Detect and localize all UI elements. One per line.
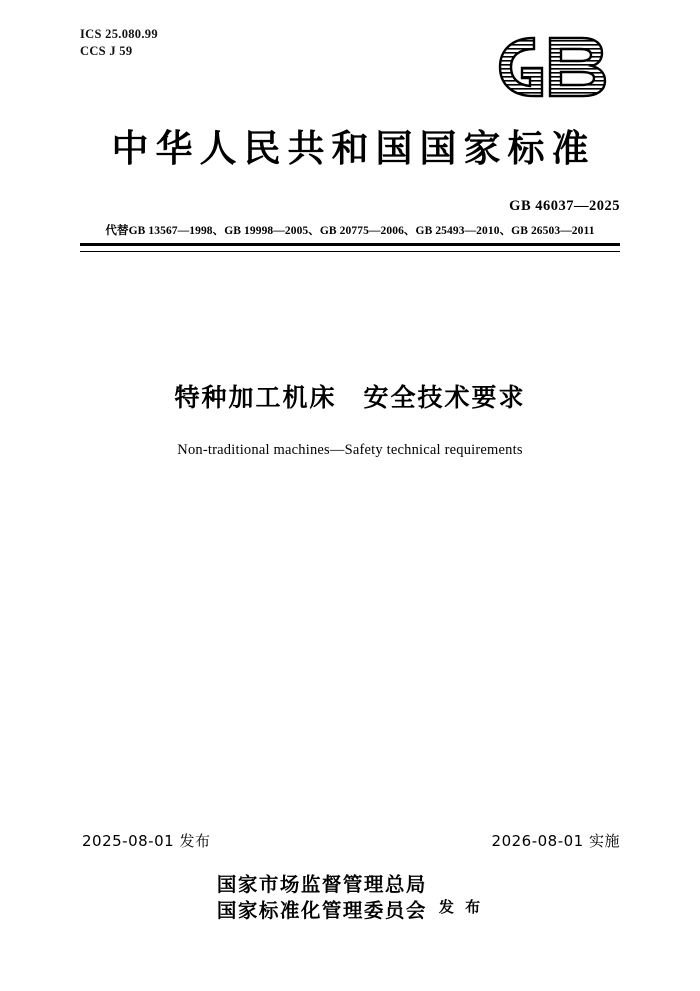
national-standard-heading: 中华人民共和国国家标准 [111, 126, 596, 170]
document-title-chinese: 特种加工机床 安全技术要求 [174, 383, 526, 412]
divider-thin [80, 251, 620, 252]
publisher-names [217, 872, 427, 924]
ccs-code: CCS J 59 [80, 44, 133, 58]
standard-number: GB 46037—2025 [509, 198, 620, 214]
replaced-standards: 代替GB 13567—1998、GB 19998—2005、GB 20775—2006、GB 25493—2010、GB 26503—2011 [105, 225, 595, 237]
document-title-english: Non-traditional machines—Safety technical requirements [177, 442, 523, 458]
divider-thick [80, 243, 620, 246]
gb-logo-icon [490, 28, 612, 106]
ics-code: ICS 25.080.99 [80, 27, 158, 41]
publisher-action: 发 布 [438, 897, 484, 916]
publisher-inner [217, 872, 483, 924]
publisher-block [0, 872, 700, 924]
classification-codes [80, 26, 158, 60]
publisher-line-1: 国家市场监督管理总局 [216, 873, 427, 896]
effective-date: 2026-08-01 实施 [491, 832, 620, 850]
publisher-line-2: 国家标准化管理委员会 [216, 899, 427, 922]
issue-date: 2025-08-01 发布 [82, 832, 211, 850]
header-zone [80, 26, 620, 126]
